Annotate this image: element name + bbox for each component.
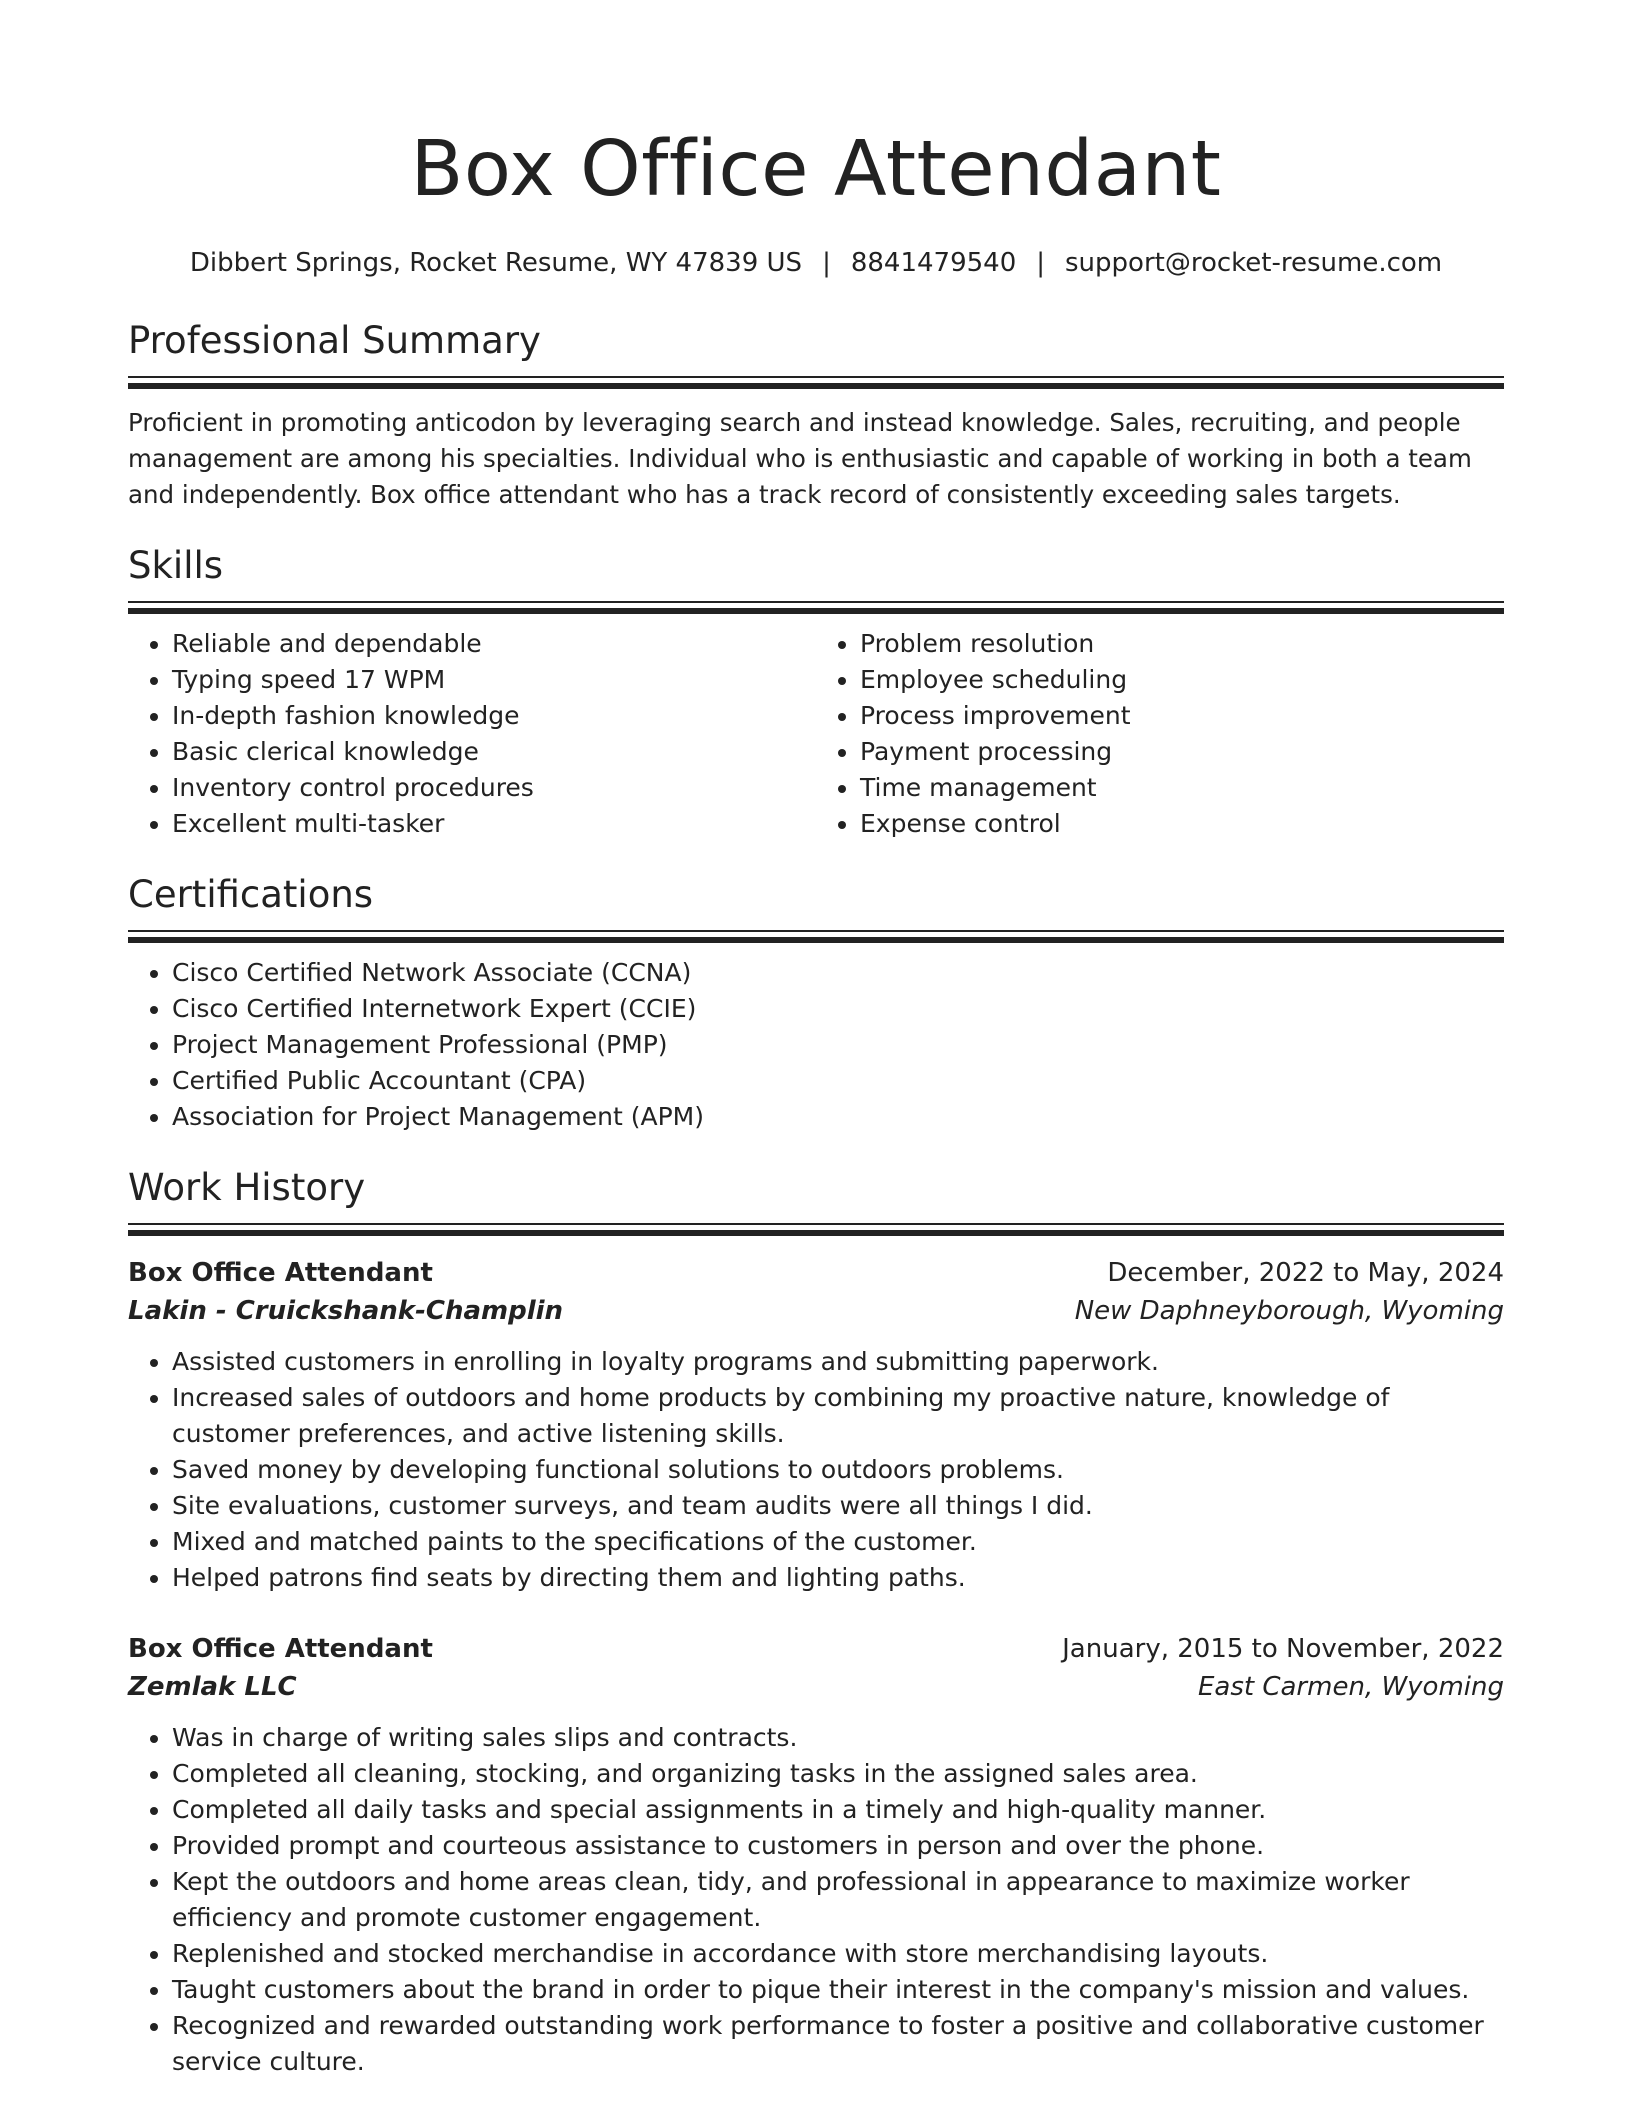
job-dates: December, 2022 to May, 2024 bbox=[1107, 1258, 1504, 1288]
job-location: New Daphneyborough, Wyoming bbox=[1074, 1296, 1504, 1326]
skill-item: • Inventory control procedures bbox=[172, 770, 816, 806]
skill-item: • Typing speed 17 WPM bbox=[172, 662, 816, 698]
job-bullet: • Completed all daily tasks and special assignments in a timely and high-quality manner. bbox=[172, 1792, 1504, 1828]
work-history-section bbox=[128, 1163, 1504, 2080]
contact-separator: | bbox=[822, 248, 831, 278]
skills-list-right bbox=[816, 626, 1504, 842]
job-bullet: • Replenished and stocked merchandise in accordance with store merchandising layouts. bbox=[172, 1936, 1504, 1972]
job-bullet: • Recognized and rewarded outstanding work performance to foster a positive and collaborative customer service culture. bbox=[172, 2008, 1504, 2080]
section-divider bbox=[128, 1223, 1504, 1236]
certifications-list bbox=[128, 955, 1504, 1135]
certification-item: • Association for Project Management (APM) bbox=[172, 1099, 1504, 1135]
section-title-work-history: Work History bbox=[128, 1166, 366, 1209]
skill-item: • Payment processing bbox=[860, 734, 1504, 770]
skill-item: • Problem resolution bbox=[860, 626, 1504, 662]
certifications-section bbox=[128, 870, 1504, 1135]
job-entry bbox=[128, 1630, 1504, 2080]
certification-item: • Project Management Professional (PMP) bbox=[172, 1027, 1504, 1063]
resume-name: Box Office Attendant bbox=[410, 125, 1222, 214]
job-subheader-row bbox=[128, 1668, 1504, 1706]
skills-columns bbox=[128, 626, 1504, 842]
job-bullet: • Mixed and matched paints to the specifications of the customer. bbox=[172, 1524, 1504, 1560]
job-company: Lakin - Cruickshank-Champlin bbox=[128, 1296, 564, 1326]
job-bullet: • Helped patrons find seats by directing them and lighting paths. bbox=[172, 1560, 1504, 1596]
section-title-certifications: Certifications bbox=[128, 873, 374, 916]
job-company: Zemlak LLC bbox=[128, 1672, 297, 1702]
skill-item: • Time management bbox=[860, 770, 1504, 806]
certification-item: • Cisco Certified Network Associate (CCNA) bbox=[172, 955, 1504, 991]
certification-item: • Cisco Certified Internetwork Expert (CCIE) bbox=[172, 991, 1504, 1027]
job-bullet: • Provided prompt and courteous assistance to customers in person and over the phone. bbox=[172, 1828, 1504, 1864]
section-divider bbox=[128, 376, 1504, 389]
job-bullet: • Saved money by developing functional solutions to outdoors problems. bbox=[172, 1452, 1504, 1488]
job-bullet: • Was in charge of writing sales slips and contracts. bbox=[172, 1720, 1504, 1756]
job-header-row bbox=[128, 1254, 1504, 1292]
contact-address: Dibbert Springs, Rocket Resume, WY 47839 US bbox=[189, 248, 803, 278]
job-bullets bbox=[128, 1720, 1504, 2080]
contact-email[interactable]: support@rocket-resume.com bbox=[1065, 248, 1443, 278]
section-title-summary: Professional Summary bbox=[128, 319, 541, 362]
skill-item: • Reliable and dependable bbox=[172, 626, 816, 662]
summary-text: Proficient in promoting anticodon by leveraging search and instead knowledge. Sales, recruiting, and people management are among his specialties. Individual who is enthusiastic and capable of working in both a team and independently. Box office attendant who has a track record of consistently exceeding sales targets. bbox=[128, 408, 1472, 509]
certification-item: • Certified Public Accountant (CPA) bbox=[172, 1063, 1504, 1099]
job-entry bbox=[128, 1254, 1504, 1596]
section-title-skills: Skills bbox=[128, 544, 224, 587]
job-bullets bbox=[128, 1344, 1504, 1596]
job-bullet: • Site evaluations, customer surveys, and team audits were all things I did. bbox=[172, 1488, 1504, 1524]
job-location: East Carmen, Wyoming bbox=[1197, 1672, 1504, 1702]
job-title: Box Office Attendant bbox=[128, 1258, 433, 1288]
skill-item: • Expense control bbox=[860, 806, 1504, 842]
job-bullet: • Increased sales of outdoors and home products by combining my proactive nature, knowledge of customer preferences, and active listening skills. bbox=[172, 1380, 1504, 1452]
job-title: Box Office Attendant bbox=[128, 1634, 433, 1664]
contact-phone: 8841479540 bbox=[850, 248, 1017, 278]
skill-item: • Excellent multi-tasker bbox=[172, 806, 816, 842]
skill-item: • In-depth fashion knowledge bbox=[172, 698, 816, 734]
summary-section bbox=[128, 316, 1504, 513]
skills-list-left bbox=[128, 626, 816, 842]
job-header-row bbox=[128, 1630, 1504, 1668]
skill-item: • Process improvement bbox=[860, 698, 1504, 734]
skill-item: • Basic clerical knowledge bbox=[172, 734, 816, 770]
job-dates: January, 2015 to November, 2022 bbox=[1062, 1634, 1504, 1664]
job-bullet: • Completed all cleaning, stocking, and organizing tasks in the assigned sales area. bbox=[172, 1756, 1504, 1792]
section-divider bbox=[128, 601, 1504, 614]
job-bullet: • Taught customers about the brand in order to pique their interest in the company's mission and values. bbox=[172, 1972, 1504, 2008]
job-subheader-row bbox=[128, 1292, 1504, 1330]
skill-item: • Employee scheduling bbox=[860, 662, 1504, 698]
section-divider bbox=[128, 930, 1504, 943]
job-bullet: • Assisted customers in enrolling in loyalty programs and submitting paperwork. bbox=[172, 1344, 1504, 1380]
contact-line bbox=[128, 246, 1504, 280]
job-bullet: • Kept the outdoors and home areas clean, tidy, and professional in appearance to maximize worker efficiency and promote customer engagement. bbox=[172, 1864, 1504, 1936]
contact-separator: | bbox=[1036, 248, 1046, 278]
skills-section bbox=[128, 541, 1504, 842]
